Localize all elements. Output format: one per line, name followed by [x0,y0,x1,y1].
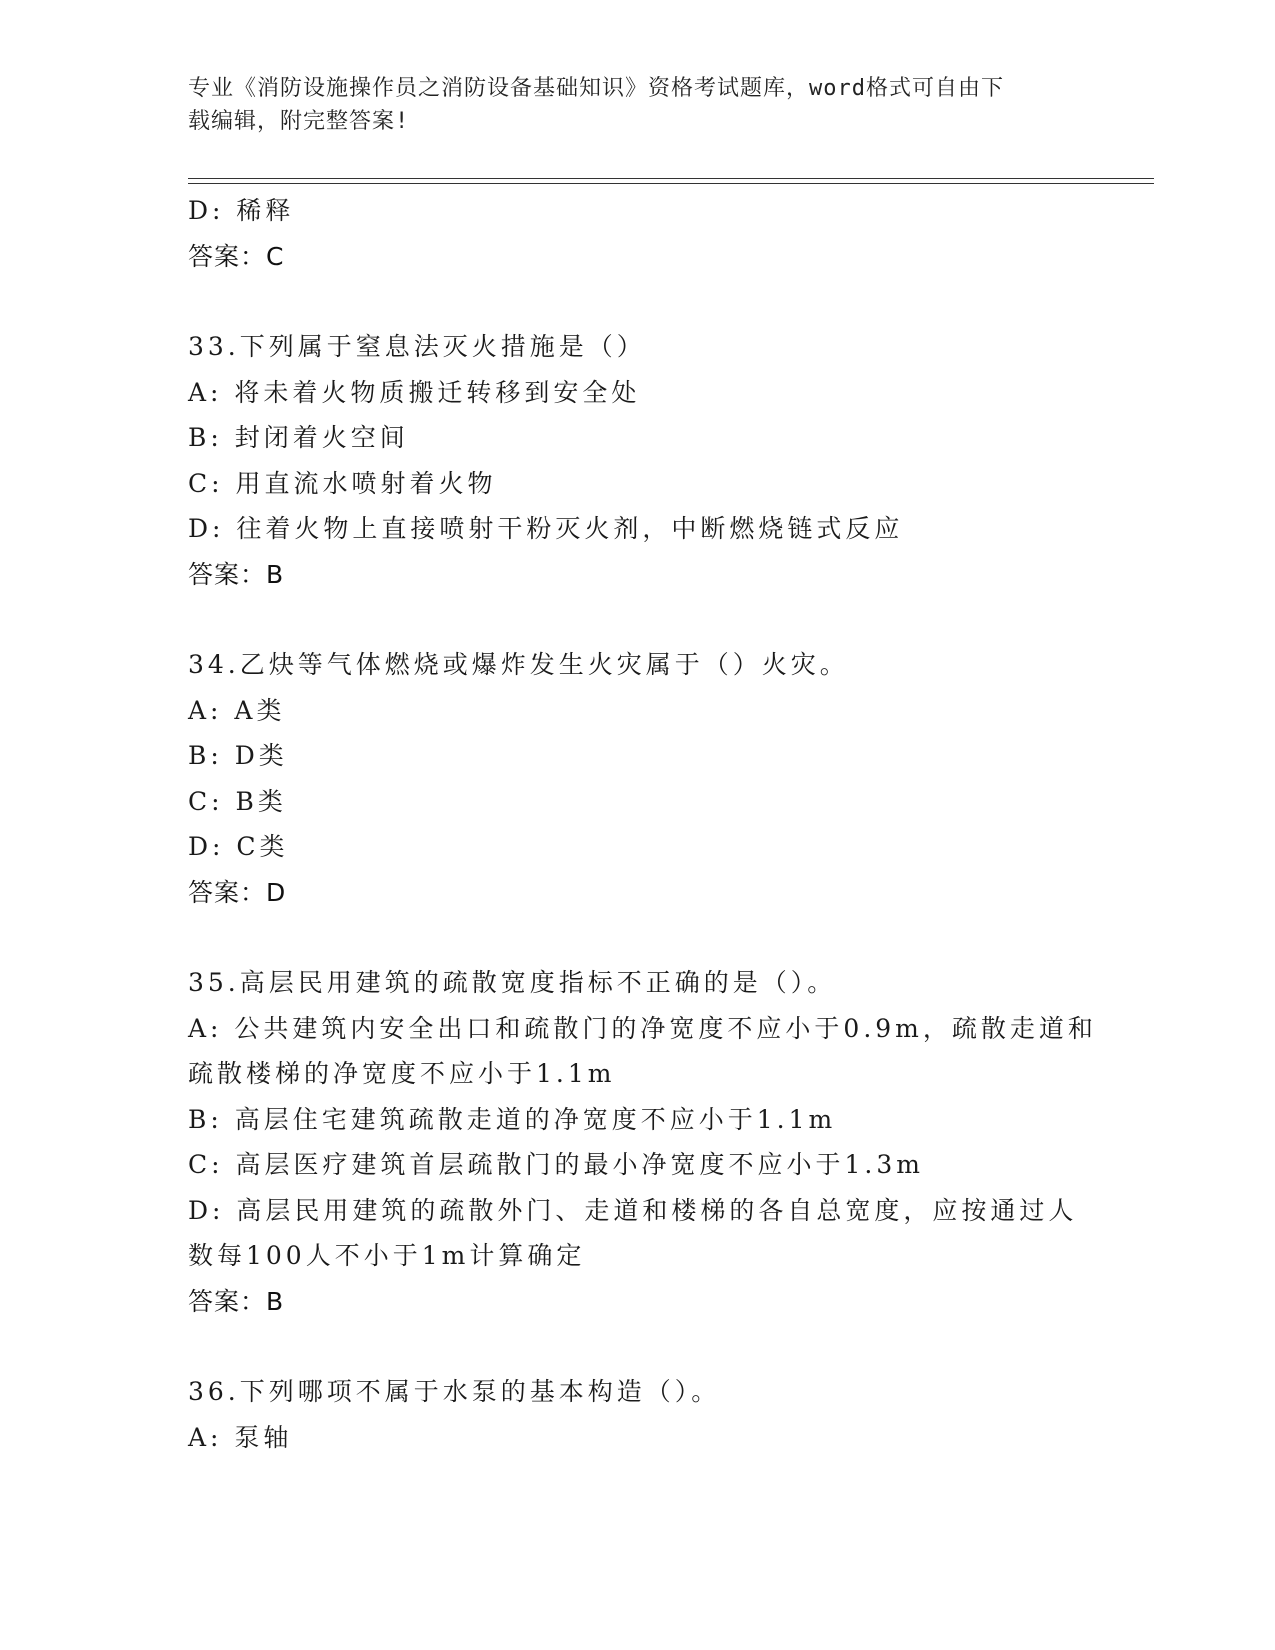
option-c: C: B类 [188,786,287,816]
answer-line: 答案：C [188,241,285,271]
option-a: A: A类 [188,695,286,725]
answer-line: 答案：B [188,1286,285,1316]
question-title: 33.下列属于窒息法灭火措施是（） [188,332,646,361]
question-title: 35.高层民用建筑的疏散宽度指标不正确的是（）。 [188,968,837,997]
header-divider-top [188,178,1154,179]
option-d: D: C类 [188,832,289,861]
answer-line: 答案：B [188,559,285,589]
option-c: C: 用直流水喷射着火物 [188,468,497,498]
option-a: A: 泵轴 [188,1422,293,1452]
document-body [188,188,1097,1460]
answer-line: 答案：D [188,877,287,907]
option-b: B: 封闭着火空间 [188,423,409,452]
question-33 [188,324,1088,597]
option-d: D: 往着火物上直接喷射干粉灭火剂，中断燃烧链式反应 [188,514,904,543]
document-header [188,72,1068,138]
option-a: A: 将未着火物质搬迁转移到安全处 [188,377,641,407]
question-title: 34.乙炔等气体燃烧或爆炸发生火灾属于（）火灾。 [188,650,849,679]
option-d-continued: 数每100人不小于1m计算确定 [188,1241,586,1270]
header-line-1: 专业《消防设施操作员之消防设备基础知识》资格考试题库，word格式可自由下 [188,76,1004,101]
question-35 [188,960,1097,1324]
option-a-continued: 疏散楼梯的净宽度不应小于1.1m [188,1059,616,1088]
header-line-2: 载编辑，附完整答案! [188,109,410,134]
question-title: 36.下列哪项不属于水泵的基本构造（）。 [188,1377,721,1406]
question-36 [188,1369,1088,1460]
option-c: C: 高层医疗建筑首层疏散门的最小净宽度不应小于1.3m [188,1150,924,1179]
option-d: D: 高层民用建筑的疏散外门、走道和楼梯的各自总宽度，应按通过人 [188,1195,1078,1225]
option-a: A: 公共建筑内安全出口和疏散门的净宽度不应小于0.9m，疏散走道和 [188,1013,1097,1043]
option-d: D: 稀释 [188,196,295,225]
question-34 [188,642,1088,915]
option-b: B: D类 [188,741,288,770]
option-b: B: 高层住宅建筑疏散走道的净宽度不应小于1.1m [188,1104,837,1134]
header-divider-bottom [188,183,1154,184]
